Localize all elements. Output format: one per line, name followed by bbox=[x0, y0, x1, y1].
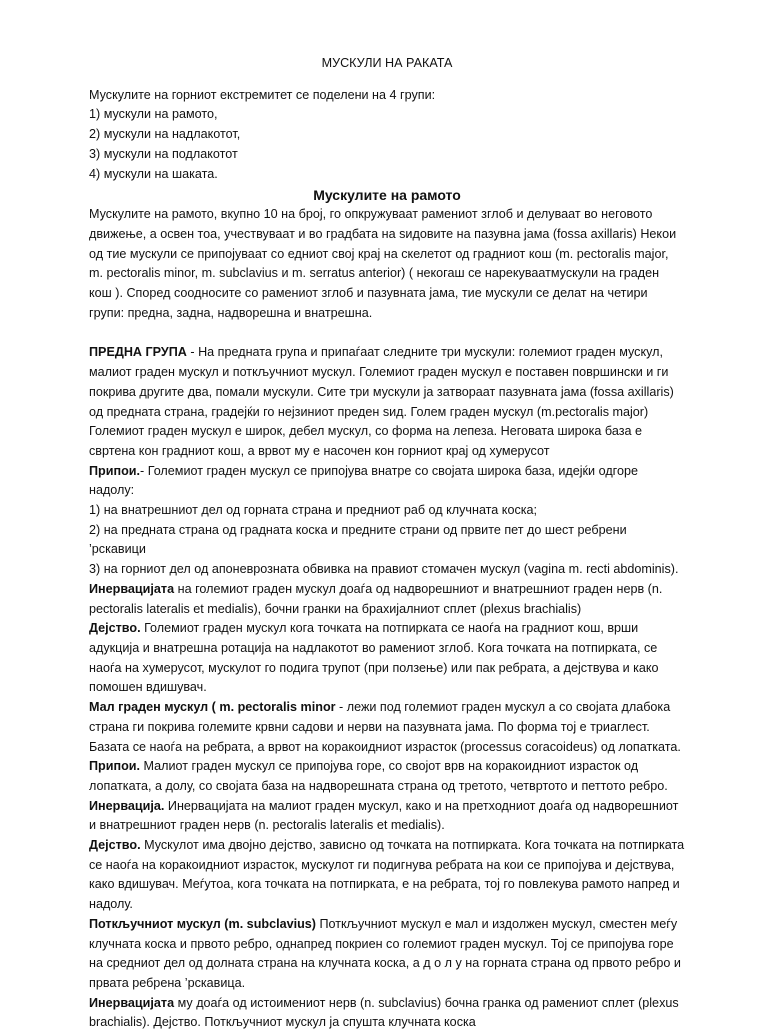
list-item: 3) на горниот дел од апоневрозната обвивка на правиот стомачен мускул (vagina m. recti abdominis). bbox=[89, 562, 679, 577]
action-text: Мускулот има двојно дејство, зависно од точката на потпирката. Кога точката на потпирката се наоѓа на коракоидниот израсток, мускулот ги подигнува ребрата на кои се припојува и дејствува, како вдишувач. Меѓутоа, кога точката на потпирката, е на ребрата, тој го повлекува рамото напред и надолу. bbox=[89, 838, 685, 912]
innervation-label: Инервацијата bbox=[89, 995, 175, 1010]
action-paragraph bbox=[89, 619, 685, 698]
subclavius-paragraph bbox=[89, 915, 685, 994]
action-paragraph bbox=[89, 836, 685, 915]
innervation-text: Инервацијата на малиот граден мускул, како и на претходниот доаѓа од надворешниот и внатрешниот граден нерв (n. pectoralis lateralis et medialis). bbox=[89, 798, 679, 833]
innervation-paragraph bbox=[89, 994, 685, 1033]
front-group-paragraph bbox=[89, 343, 685, 461]
innervation-label: Инервација. bbox=[89, 798, 165, 813]
innervation-text: му доаѓа од истоимениот нерв (n. subclavius) бочна гранка од рамениот сплет (plexus brachialis). Дејство. Поткључниот мускул ја спушта клучната коска bbox=[89, 995, 679, 1030]
section-title: Мускулите на рамото bbox=[313, 187, 461, 204]
intro-line: Мускулите на горниот екстремитет се поделени на 4 групи: bbox=[89, 87, 436, 102]
list-item: 2) на предната страна од градната коска и предните страни од првите пет до шест ребрени ’рскавици bbox=[89, 522, 627, 557]
action-label: Дејство. bbox=[89, 838, 141, 853]
pripoi-paragraph bbox=[89, 757, 685, 796]
front-group-text: - На предната група и припаѓаат следните три мускули: големиот граден мускул, малиот граден мускул и поткључниот мускул. Големиот граден мускул е поставен површински и ги покрива другите два, помали мускули. Сите три мускули ја затвораат пазувната јама (fossa axillaris) од предната страна, градејќи го нејзиниот преден ѕид. Голем граден мускул (m.pectoralis major) Големиот граден мускул е широк, дебел мускул, со форма на лепеза. Неговата широка база е свртена кон градниот кош, а врвот му е насочен кон горниот крај од хумерусот bbox=[89, 345, 674, 458]
intro-line: 2) мускули на надлакотот, bbox=[89, 127, 241, 142]
minor-muscle-paragraph bbox=[89, 698, 685, 757]
document-title: МУСКУЛИ НА РАКАТА bbox=[321, 56, 453, 70]
subclavius-label: Поткључниот мускул (m. subclavius) bbox=[89, 916, 316, 931]
minor-muscle-label: Мал граден мускул ( m. pectoralis minor bbox=[89, 700, 336, 715]
innervation-paragraph bbox=[89, 580, 685, 619]
action-label: Дејство. bbox=[89, 621, 141, 636]
minor-muscle-text: - лежи под големиот граден мускул а со својата длабока страна ги покрива големите крвни садови и нерви на пазувната јама. По форма тој е триаглест. Базата се наоѓа на ребрата, а врвот на коракоидниот израсток (processus coracoideus) од лопатката. bbox=[89, 700, 681, 754]
pripoi-text: - Големиот граден мускул се припојува внатре со својата широка база, идејќи одгоре надолу: bbox=[89, 463, 638, 498]
intro-line: 3) мускули на подлакотот bbox=[89, 146, 238, 161]
pripoi-text: Малиот граден мускул се припојува горе, со својот врв на коракоидниот израсток од лопатката, а долу, со својата база на надворешната страна од третото, четвртото и петтото ребро. bbox=[89, 759, 668, 793]
section-paragraph: Мускулите на рамото, вкупно 10 на број, го опкружуваат рамениот зглоб и делуваат во неговото движење, а освен тоа, учествуваат и во градбата на ѕидовите на пазувна јама (fossa axillaris) Некои од тие мускули се припојуваат со едниот свој крај на скелетот од градниот кош (m. pectoralis major, m. pectoralis minor, m. subclavius и m. serratus anterior) ( некогаш се нарекуваатмускули на граден кош ). Според соодносите со рамениот зглоб и пазувната јама, тие мускули се делат на четири групи: предна, задна, надворешна и внатрешна. bbox=[89, 207, 677, 320]
innervation-paragraph bbox=[89, 797, 685, 836]
pripoi-label: Припои. bbox=[89, 463, 141, 478]
front-group-label: ПРЕДНА ГРУПА bbox=[89, 345, 187, 360]
pripoi-paragraph bbox=[89, 462, 685, 501]
paragraph-gap bbox=[89, 323, 685, 343]
intro-line: 1) мускули на рамото, bbox=[89, 107, 218, 122]
innervation-label: Инервацијата bbox=[89, 581, 175, 596]
subclavius-text: Поткључниот мускул е мал и издолжен мускул, сместен меѓу клучната коска и првото ребро, однапред покриен со големиот граден мускул. Тој се припојува горе на средниот дел од долната страна на клучната коска, а д о л у на горната страна од првото ребро и првата ребрена ’рскавица. bbox=[89, 916, 681, 990]
pripoi-label: Припои. bbox=[89, 759, 141, 774]
intro-line: 4) мускули на шаката. bbox=[89, 166, 218, 181]
innervation-text: на големиот граден мускул доаѓа од надворешниот и внатрешниот граден нерв (n. pectoralis lateralis et medialis), бочни гранки на брахијалниот сплет (plexus brachialis) bbox=[89, 581, 663, 616]
document-body bbox=[89, 54, 685, 1033]
action-text: Големиот граден мускул кога точката на потпирката се наоѓа на градниот кош, врши адукција и внатрешна ротација на надлакотот во рамениот зглоб. Кога точката на потпирката, се наоѓа на хумерусот, мускулот го подига трупот (при ползење) или пак ребрата, а дејствува и како помошен вдишувач. bbox=[89, 621, 659, 695]
list-item: 1) на внатрешниот дел од горната страна и предниот раб од клучната коска; bbox=[89, 503, 538, 518]
